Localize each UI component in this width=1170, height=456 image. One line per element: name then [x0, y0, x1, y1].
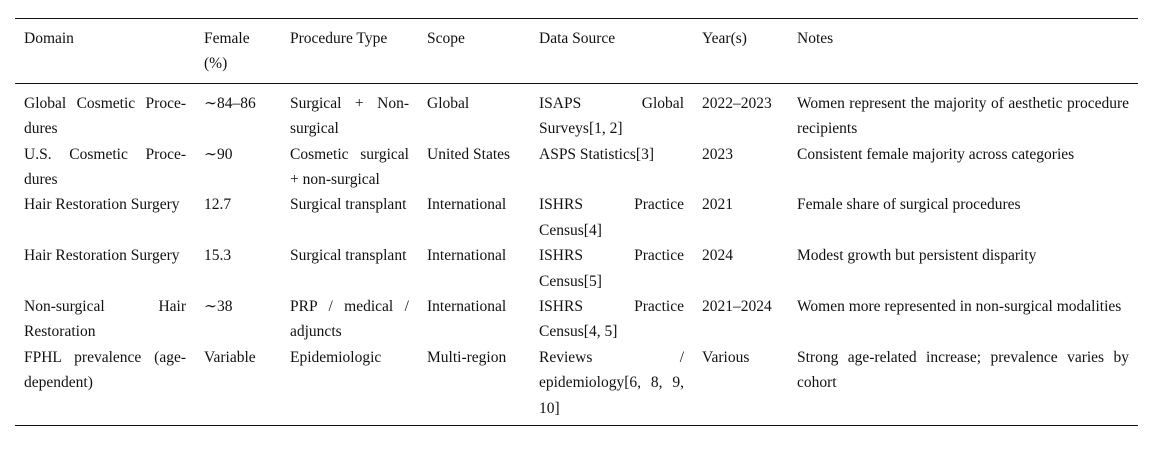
table-row	[15, 192, 1138, 243]
column-header-data-source: Data Source	[539, 30, 616, 47]
cell-notes: Women represent the majority of aesthetic procedure recipients	[797, 94, 1129, 138]
cell-scope: Global	[427, 94, 470, 112]
cell-notes: Female share of surgical procedures	[797, 196, 1021, 214]
cell-notes: Women more represented in non-surgical modalities	[797, 298, 1122, 316]
column-header-procedure-type: Procedure Type	[290, 30, 388, 47]
cell-female-percent: 15.3	[204, 247, 232, 265]
data-table-container	[15, 18, 1138, 426]
cell-data-source: ISAPS Global Surveys[1, 2]	[539, 94, 684, 138]
cell-years: 2021	[702, 196, 733, 214]
header-row	[15, 19, 1138, 84]
female-representation-table	[15, 18, 1138, 426]
cell-procedure-type: Surgical transplant	[290, 247, 407, 265]
cell-domain: Global Cosmetic Procedures	[24, 94, 186, 138]
cell-domain: Hair Restoration Surgery	[24, 247, 180, 265]
cell-years: 2022–2023	[702, 94, 772, 112]
column-header-years: Year(s)	[702, 30, 747, 47]
cell-domain: FPHL prevalence (age-dependent)	[24, 348, 186, 392]
cell-procedure-type: Epidemiologic	[290, 348, 382, 366]
cell-scope: International	[427, 298, 507, 316]
table-row	[15, 83, 1138, 141]
cell-data-source: ISHRS Practice Census[4]	[539, 196, 684, 239]
cell-female-percent: ∼90	[204, 145, 233, 163]
table-row	[15, 243, 1138, 294]
cell-female-percent: ∼84–86	[204, 94, 256, 112]
cell-years: 2023	[702, 145, 733, 163]
column-header-domain: Domain	[24, 30, 74, 47]
cell-domain: U.S. Cosmetic Procedures	[24, 145, 186, 189]
table-header	[15, 19, 1138, 84]
cell-female-percent: ∼38	[204, 298, 233, 316]
cell-notes: Consistent female majority across categories	[797, 145, 1075, 163]
cell-years: 2024	[702, 247, 733, 265]
cell-scope: United States	[427, 145, 511, 163]
cell-notes: Strong age-related increase; prevalence varies by cohort	[797, 348, 1129, 392]
column-header-scope: Scope	[427, 30, 465, 47]
cell-notes: Modest growth but persistent disparity	[797, 247, 1037, 265]
column-header-notes: Notes	[797, 30, 834, 47]
cell-domain: Hair Restoration Surgery	[24, 196, 180, 214]
cell-procedure-type: Surgical transplant	[290, 196, 407, 214]
cell-scope: International	[427, 196, 507, 214]
table-row	[15, 345, 1138, 426]
cell-procedure-type: Cosmetic surgical + non-surgical	[290, 145, 409, 189]
table-body	[15, 83, 1138, 425]
table-row	[15, 294, 1138, 345]
cell-procedure-type: Surgical + Non-surgical	[290, 94, 409, 138]
cell-domain: Non-surgical Hair Restoration	[24, 298, 186, 341]
cell-procedure-type: PRP / medical / adjuncts	[290, 298, 409, 341]
cell-years: 2021–2024	[702, 298, 772, 316]
cell-scope: International	[427, 247, 507, 265]
cell-data-source: Reviews / epidemiology[6, 8, 9, 10]	[539, 348, 684, 417]
cell-scope: Multi-region	[427, 348, 507, 366]
cell-years: Various	[702, 348, 750, 366]
cell-data-source: ISHRS Practice Census[4, 5]	[539, 298, 684, 341]
cell-data-source: ASPS Statistics[3]	[539, 145, 654, 163]
cell-female-percent: Variable	[204, 348, 256, 366]
cell-female-percent: 12.7	[204, 196, 232, 214]
cell-data-source: ISHRS Practice Census[5]	[539, 247, 684, 290]
table-row	[15, 142, 1138, 193]
column-header-female-percent: Female (%)	[204, 30, 250, 73]
